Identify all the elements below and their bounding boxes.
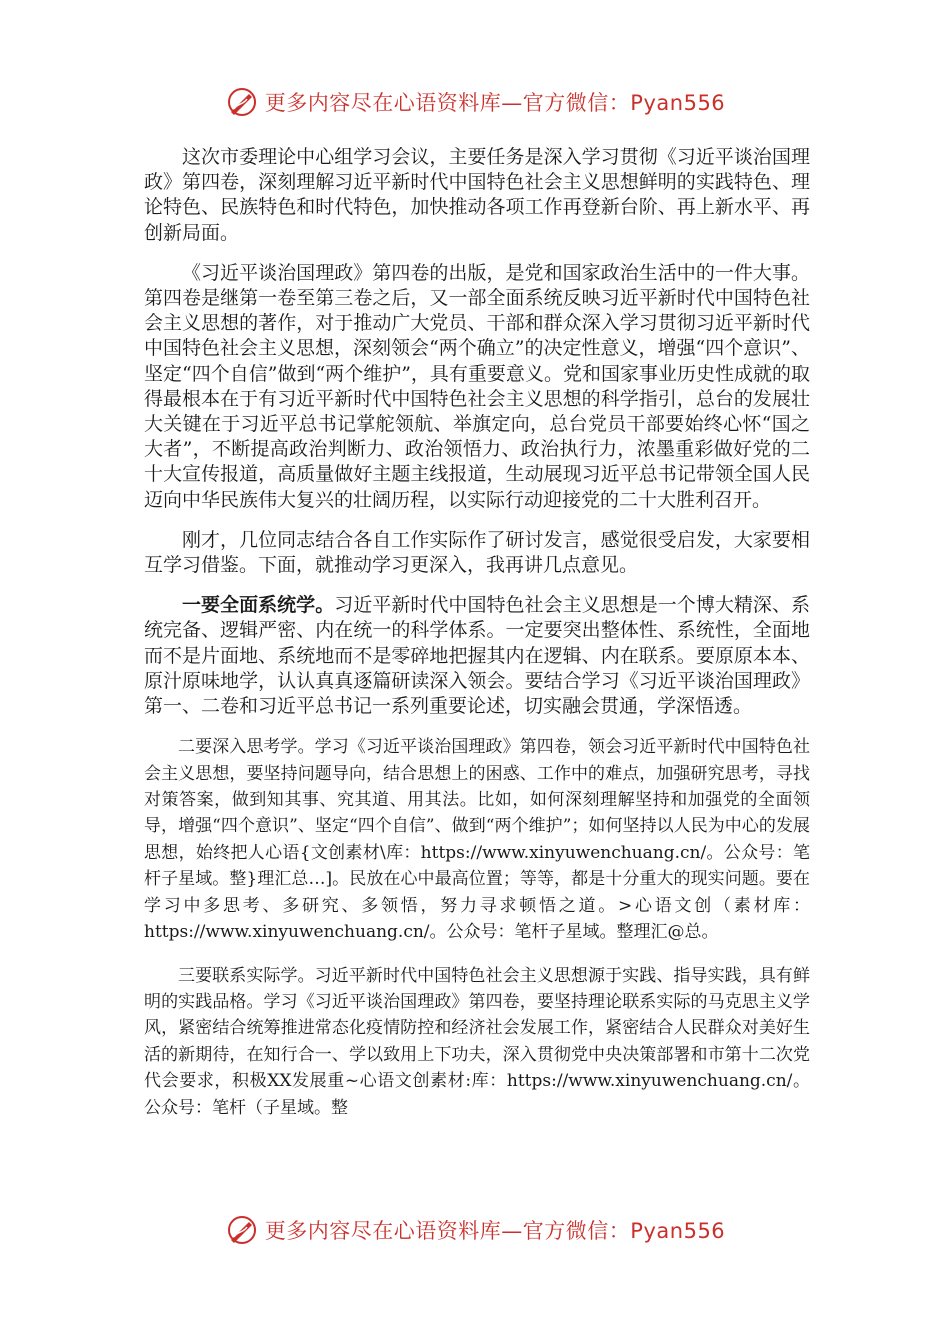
paragraph-book-significance: 《习近平谈治国理政》第四卷的出版，是党和国家政治生活中的一件大事。第四卷是继第一卷至第三卷之后，又一部全面系统反映习近平新时代中国特色社会主义思想的著作，对于推动广大党员、干部和群众深入学习贯彻习近平新时代中国特色社会主义思想，深刻领会“两个确立”的决定性意义，增强“四个意识”、坚定“四个自信”做到“两个维护”，具有重要意义。党和国家事业历史性成就的取得最根本在于有习近平新时代中国特色社会主义思想的科学指引，总台的发展壮大关键在于习近平总书记掌舵领航、举旗定向，总台党员干部要始终心怀“国之大者”，不断提高政治判断力、政治领悟力、政治执行力，浓墨重彩做好党的二十大宣传报道，高质量做好主题主线报道，生动展现习近平总书记带领全国人民迈向中华民族伟大复兴的壮阔历程，以实际行动迎接党的二十大胜利召开。 (144, 261, 810, 511)
point-one-text: 习近平新时代中国特色社会主义思想是一个博大精深、系统完备、逻辑严密、内在统一的科学体系。一定要突出整体性、系统性，全面地而不是片面地、系统地而不是零碎地把握其内在逻辑、内在联系。要原原本本、原汁原味地学，认认真真逐篇研读深入领会。要结合学习《习近平谈治国理政》第一、二卷和习近平总书记一系列重要论述，切实融会贯通，学深悟透。 (144, 594, 810, 718)
paragraph-transition: 刚才，几位同志结合各自工作实际作了研讨发言，感觉很受启发，大家要相互学习借鉴。下面，就推动学习更深入，我再讲几点意见。 (144, 528, 810, 577)
header-banner (0, 82, 950, 122)
banner-text: 更多内容尽在心语资料库—官方微信：Pyan556 (264, 91, 726, 115)
paragraph-intro: 这次市委理论中心组学习会议，主要任务是深入学习贯彻《习近平谈治国理政》第四卷，深刻理解习近平新时代中国特色社会主义思想鲜明的实践特色、理论特色、民族特色和时代特色，加快推动各项工作再登新台阶、再上新水平、再创新局面。 (144, 146, 810, 244)
paragraph-point-three: 三要联系实际学。习近平新时代中国特色社会主义思想源于实践、指导实践，具有鲜明的实践品格。学习《习近平谈治国理政》第四卷，要坚持理论联系实际的马克思主义学风，紧密结合统筹推进常态化疫情防控和经济社会发展工作，紧密结合人民群众对美好生活的新期待，在知行合一、学以致用上下功夫，深入贯彻党中央决策部署和市第十二次党代会要求，积极XX发展重~心语文创素材:库：https://www.xinyuwenchuang.cn/。公众号：笔杆（子星域。整 (144, 965, 810, 1118)
banner-text: 更多内容尽在心语资料库—官方微信：Pyan556 (264, 1219, 726, 1243)
pen-emblem-icon (225, 1213, 259, 1247)
pen-emblem-icon (225, 85, 259, 119)
point-one-heading: 一要全面系统学。 (182, 594, 335, 617)
paragraph-point-two: 二要深入思考学。学习《习近平谈治国理政》第四卷，领会习近平新时代中国特色社会主义思想，要坚持问题导向，结合思想上的困惑、工作中的难点，加强研究思考，寻找对策答案，做到知其事、究其道、用其法。比如，如何深刻理解坚持和加强党的全面领导，增强“四个意识”、坚定“四个自信”、做到“两个维护”；如何坚持以人民为中心的发展思想，始终把人心语{文创素材\库：https://www.xinyuwenchuang.cn/。公众号：笔杆子星域。整}理汇总…]。民放在心中最高位置；等等，都是十分重大的现实问题。要在学习中多思考、多研究、多领悟，努力寻求顿悟之道。>心语文创（素材库：https://www.xinyuwenchuang.cn/。公众号：笔杆子星域。整理汇@总。 (144, 737, 810, 943)
document-body (144, 145, 810, 1121)
paragraph-point-one (144, 593, 810, 719)
footer-banner (0, 1210, 950, 1250)
